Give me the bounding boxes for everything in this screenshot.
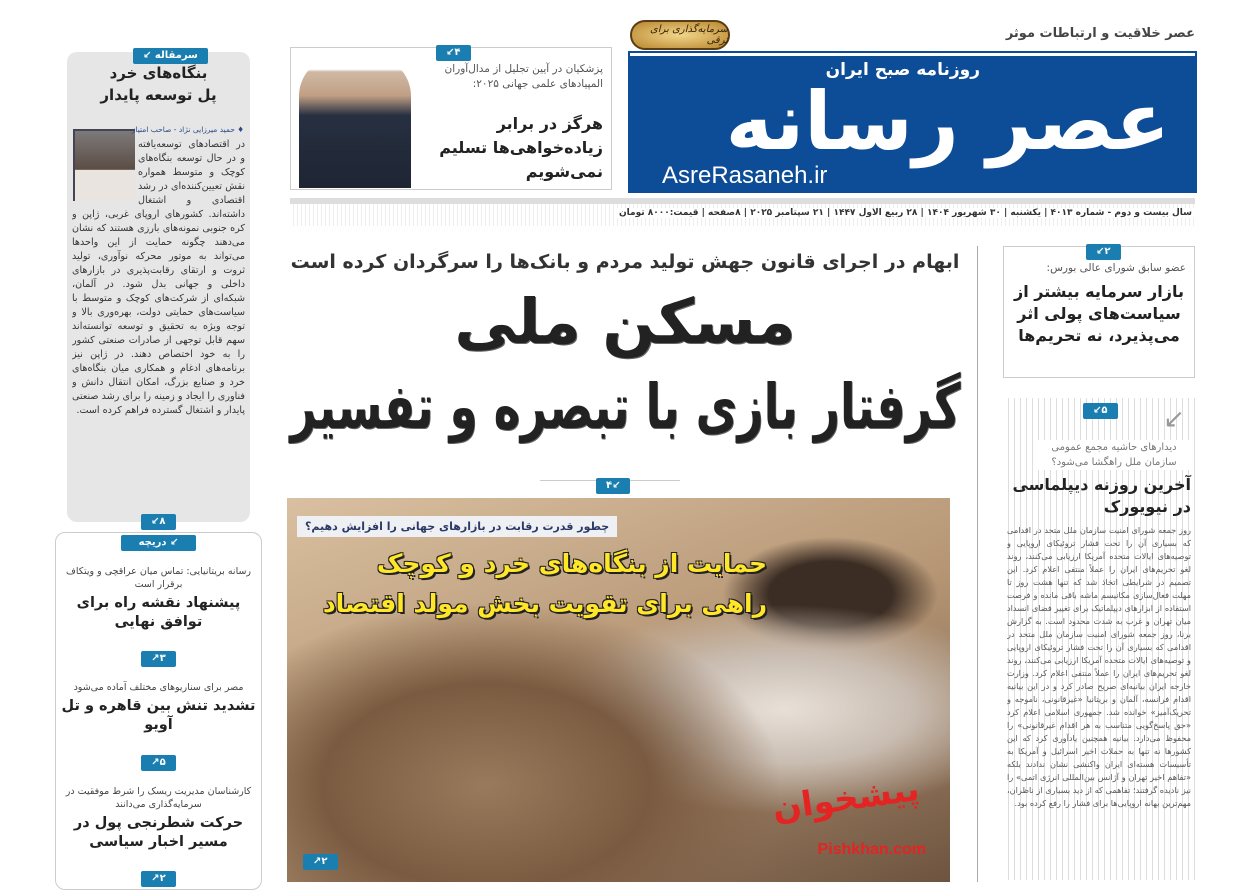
right-story-2[interactable] bbox=[1003, 398, 1195, 880]
story-title: بازار سرمایه بیشتر از سیاست‌های پولی اثر می‌پذیرد، نه تحریم‌ها bbox=[1014, 282, 1184, 345]
editorial-title-2: پل توسعه پایدار bbox=[100, 86, 217, 104]
photo-headline-2: راهی برای تقویت بخش مولد اقتصاد bbox=[322, 589, 767, 618]
item-kicker: مصر برای سناریوهای مختلف آماده می‌شود bbox=[73, 682, 244, 694]
dateline bbox=[290, 198, 1195, 226]
masthead-subtitle: روزنامه صبح ایران bbox=[825, 60, 980, 80]
item-title: تشدید تنش بین قاهره و تل آویو bbox=[61, 698, 256, 734]
lead-headline-2: گرفتار بازی با تبصره و تفسیر bbox=[289, 370, 960, 443]
page-badge[interactable]: ۴↙ bbox=[436, 45, 471, 61]
photo-story[interactable] bbox=[287, 498, 950, 882]
page-badge[interactable]: ۵↗ bbox=[141, 755, 176, 771]
story-kicker: پزشکیان در آیین تجلیل از مدال‌آوران المپیادهای علمی جهانی ۲۰۲۵: bbox=[444, 63, 603, 90]
column-divider bbox=[977, 246, 978, 882]
right-story-1[interactable] bbox=[1003, 246, 1195, 378]
item-title: حرکت شطرنجی پول در مسیر اخبار سیاسی bbox=[73, 814, 244, 850]
page-badge[interactable]: ۲↗ bbox=[141, 871, 176, 887]
page-badge[interactable]: ۳↗ bbox=[141, 651, 176, 667]
tagline: عصر خلاقیت و ارتباطات موثر bbox=[1005, 26, 1195, 41]
story-body: روز جمعه شورای امنیت سازمان ملل متحد در اقدامی که بسیاری آن را تحت فشار تروئیکای اروپایی و توصیه‌های ایالات متحده آمریکا ارزیابی می‌کنند، روند لغو تحریم‌های ایران را عملاً منتفی اعلام کرد. این تصمیم در شرایطی اتخاذ شد که تنها هشت روز تا مهلت فعال‌سازی مکانیسم ماشه باقی مانده و فرصت استفاده از ابزارهای دیپلماتیک برای تغییر فضای انسداد میان تهران و غرب به شدت محدود است. به گزارش برنا، روز جمعه شورای امنیت سازمان ملل متحد در اقدامی که بسیاری آن را تحت فشار تروئیکای اروپایی و توصیه‌های ایالات متحده آمریکا ارزیابی می‌کنند، روند لغو تحریم‌های ایران را عملاً منتفی اعلام کرد. وزارت خارجه ایران بیانیه‌ای صریح صادر کرد و در این بیانیه اقدام فرانسه، آلمان و بریتانیا «غیرقانونی، ناموجه و تحریک‌آمیز» خوانده شد. جمهوری اسلامی اعلام کرد «حق پاسخ‌گویی متناسب به هر اقدام غیرقانونی» را محفوظ می‌دارد. بیانیه همچنین یادآوری کرد که این کشورها نه تنها به حملات اخیر اسرائیل و آمریکا به تأسیسات هسته‌ای ایران واکنشی نشان ندادند بلکه «تفاهم اخیر تهران و آژانس بین‌المللی انرژی اتمی» را نیز نادیده گرفتند؛ تفاهمی که از دید بسیاری از ناظران، مهم‌ترین بهانه اروپایی‌ها برای فشار را رفع کرده بود. bbox=[1007, 525, 1191, 808]
page-badge[interactable]: ۸↙ bbox=[141, 514, 176, 530]
watermark-logo bbox=[770, 768, 922, 830]
window-label: ↙ دریچه bbox=[121, 535, 197, 551]
page-badge[interactable]: ۴↙ bbox=[596, 478, 630, 494]
president-photo bbox=[299, 56, 411, 188]
arrow-icon: ↙ bbox=[1163, 404, 1185, 434]
window-item[interactable] bbox=[61, 785, 256, 852]
window-item[interactable] bbox=[61, 681, 256, 735]
item-kicker: رسانه بریتانیایی: تماس میان عراقچی و ویتکاف برقرار است bbox=[65, 566, 252, 591]
story-title: آخرین روزنه دیپلماسی در نیویورک bbox=[1012, 475, 1191, 516]
editorial-body: در اقتصادهای توسعه‌یافته و در حال توسعه بنگاه‌های کوچک و متوسط همواره نقش تعیین‌کننده‌ای در رشد اقتصادی و اشتغال داشته‌اند. کشورهای اروپای غربی، ژاپن و کره جنوبی نمونه‌های بارزی هستند که نشان می‌دهند چگونه حمایت از این واحدها می‌تواند به موتور محرکه نوآوری، تولید ثروت و ارتقای رقابت‌پذیری در بازارهای داخلی و جهانی بدل شود. در آلمان، شبکه‌ای از شرکت‌های کوچک و متوسط با سیاست‌های حمایتی دولت، بهره‌وری بالا و توجه ویژه به تحقیق و توسعه توانسته‌اند سهم قابل توجهی از صادرات صنعتی کشور را به خود اختصاص دهند. در ژاپن نیز برنامه‌های ادغام و همکاری میان بنگاه‌های خرد و صنایع بزرگ، امکان انتقال دانش و فناوری را ایجاد و زمینه را برای رشد صنعتی پایدار و اشتغال گسترده فراهم کرده است. bbox=[72, 139, 245, 416]
newspaper-name: عصر رسانه bbox=[725, 75, 1170, 168]
photo-headline-1: حمایت از بنگاه‌های خرد و کوچک bbox=[376, 549, 767, 578]
watermark-fa: پیشخوان bbox=[770, 768, 923, 830]
page-badge[interactable]: ۲↗ bbox=[303, 854, 338, 870]
item-kicker: کارشناسان مدیریت ریسک را شرط موفقیت در سرمایه‌گذاری می‌دانند bbox=[65, 785, 252, 810]
page-badge[interactable]: ۲↙ bbox=[1086, 244, 1121, 260]
masthead-logo bbox=[630, 53, 1195, 191]
top-story[interactable] bbox=[290, 47, 612, 190]
gold-badge: سرمایه‌گذاری برای ترقی bbox=[630, 20, 730, 50]
dateline-text: سال بیست و دوم - شماره ۴۰۱۳ | یکشنبه | ۳۰ شهریور ۱۴۰۴ | ۲۸ ربیع الاول ۱۴۴۷ | ۲۱ سپتامبر ۲۰۲۵ | ۸صفحه | قیمت:۸۰۰۰ تومان bbox=[616, 208, 1195, 218]
lead-headline-1: مسکن ملی bbox=[454, 285, 796, 358]
page-badge[interactable]: ۵↙ bbox=[1083, 403, 1118, 419]
editorial-author: ♦ حمید میرزایی نژاد - صاحب امتیاز bbox=[131, 125, 244, 134]
editorial-label: ↙ سرمقاله bbox=[133, 48, 208, 64]
item-title: پیشنهاد نقشه راه برای توافق نهایی bbox=[76, 595, 241, 631]
photo-question: چطور قدرت رقابت در بازارهای جهانی را افزایش دهیم؟ bbox=[297, 516, 617, 537]
story-kicker: عضو سابق شورای عالی بورس: bbox=[1046, 262, 1186, 274]
story-kicker: دیدارهای حاشیه مجمع عمومی سازمان ملل راهگشا می‌شود؟ bbox=[1037, 440, 1191, 470]
website-url[interactable]: AsreRasaneh.ir bbox=[662, 162, 828, 189]
window-box bbox=[55, 532, 262, 890]
watermark-url: Pishkhan.com bbox=[817, 841, 926, 858]
story-title: هرگز در برابر زیاده‌خواهی‌ها تسلیم نمی‌شویم bbox=[439, 114, 603, 181]
lead-subhead: ابهام در اجرای قانون جهش تولید مردم و بانک‌ها را سرگردان کرده است bbox=[290, 251, 960, 273]
editorial-title-1: بنگاه‌های خرد bbox=[109, 64, 208, 82]
editorial[interactable] bbox=[67, 52, 250, 527]
window-item[interactable] bbox=[61, 565, 256, 632]
